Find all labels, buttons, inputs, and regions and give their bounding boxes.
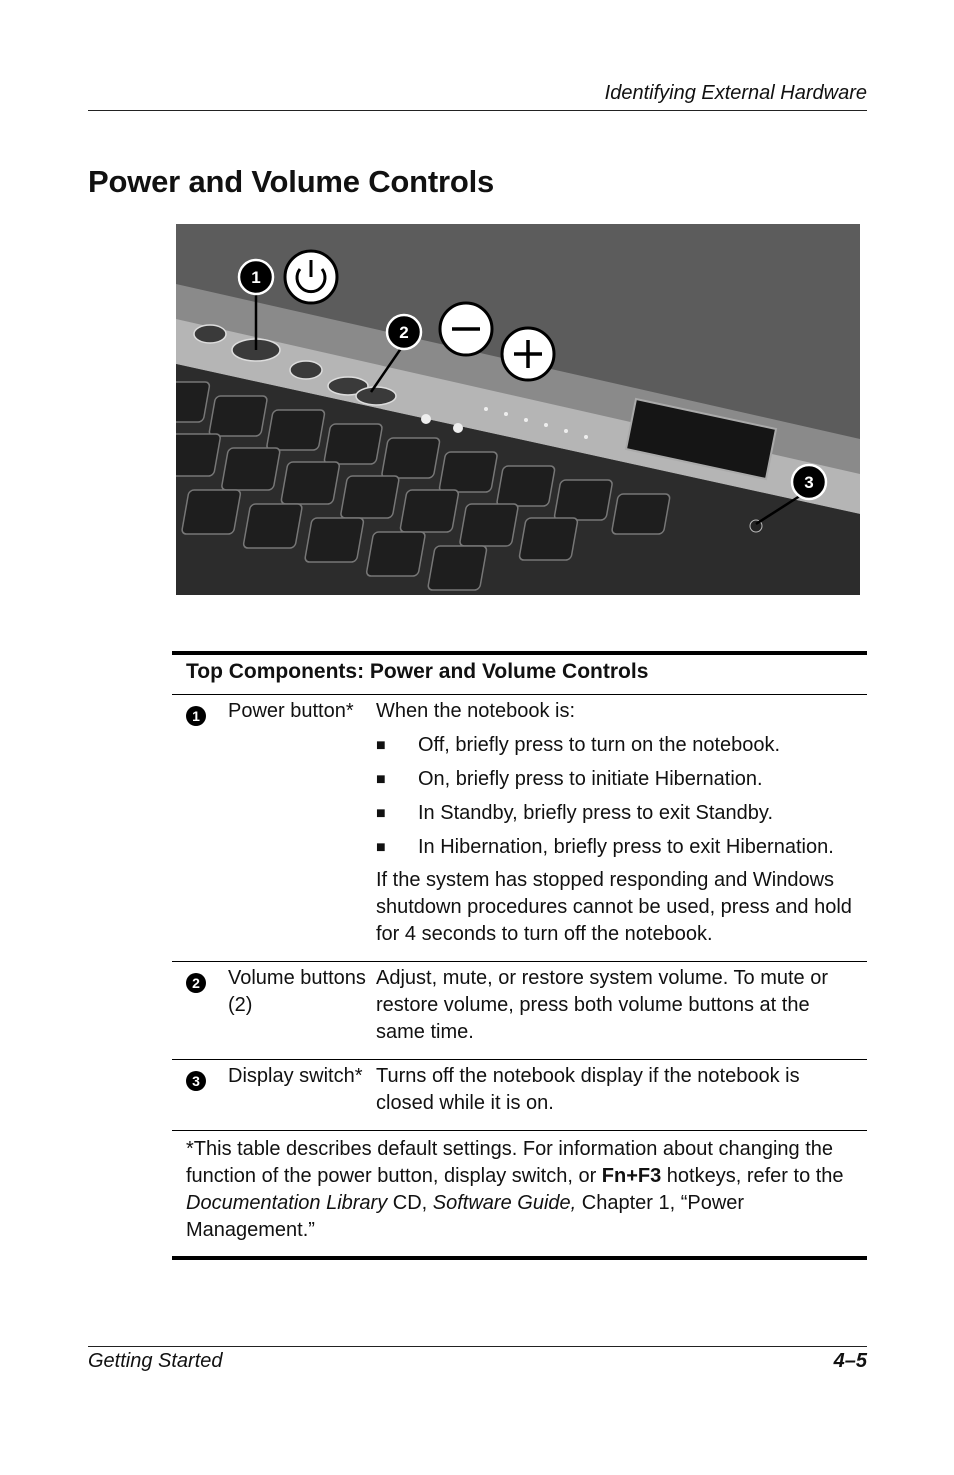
list-item: ■ In Standby, briefly press to exit Standby.: [376, 800, 856, 827]
bullet-icon: ■: [376, 737, 386, 754]
callout-2: [387, 315, 421, 349]
table-row: [172, 1060, 867, 1130]
svg-text:2: 2: [399, 323, 409, 342]
doc-library-ref: Documentation Library: [186, 1192, 388, 1214]
header-rule: [88, 110, 867, 111]
table-bottom-rule: [172, 1256, 867, 1260]
power-symbol-icon: [285, 251, 337, 303]
bullet-list: [376, 732, 856, 861]
component-note: If the system has stopped responding and Windows shutdown procedures cannot be used, press and hold for 4 seconds to turn off the notebook.: [376, 869, 852, 945]
running-header: Identifying External Hardware: [604, 82, 867, 104]
component-description: Adjust, mute, or restore system volume. To mute or restore volume, press both volume buttons at the same time.: [376, 967, 829, 1043]
bullet-icon: ■: [376, 771, 386, 788]
callout-badge: 3: [186, 1071, 206, 1091]
table-row: [172, 695, 867, 961]
component-intro: When the notebook is:: [376, 700, 576, 722]
table-title: Top Components: Power and Volume Controls: [186, 660, 649, 683]
table-footnote: *This table describes default settings. For information about changing the function of the power button, display switch, or Fn+F3 hotkeys, refer to the Documentation Library CD, Software Guide, Chapter 1, “Power Management.”: [186, 1138, 844, 1241]
bullet-icon: ■: [376, 839, 386, 856]
page-title: Power and Volume Controls: [88, 164, 495, 199]
callout-1: [239, 260, 273, 294]
list-item: ■ On, briefly press to initiate Hibernation.: [376, 766, 856, 793]
minus-icon: [440, 303, 492, 355]
component-name: Power button*: [228, 700, 354, 722]
component-description: Turns off the notebook display if the notebook is closed while it is on.: [376, 1065, 800, 1114]
component-name: Display switch*: [228, 1065, 363, 1087]
list-item: ■ Off, briefly press to turn on the notebook.: [376, 732, 856, 759]
callout-3: [792, 465, 826, 499]
footer-book-title: Getting Started: [88, 1350, 223, 1372]
software-guide-ref: Software Guide,: [432, 1192, 577, 1214]
page-number: 4–5: [833, 1350, 867, 1372]
hotkey-label: Fn+F3: [601, 1165, 662, 1187]
component-name: Volume buttons (2): [228, 967, 366, 1016]
plus-icon: [502, 328, 554, 380]
svg-text:1: 1: [251, 268, 261, 287]
callout-badge: 1: [186, 706, 206, 726]
components-table: [172, 651, 867, 1260]
bullet-icon: ■: [376, 805, 386, 822]
keyboard-photo: [176, 224, 860, 595]
svg-text:3: 3: [804, 473, 814, 492]
list-item: ■ In Hibernation, briefly press to exit Hibernation.: [376, 834, 856, 861]
callout-badge: 2: [186, 973, 206, 993]
footer-rule: [88, 1346, 867, 1347]
table-row: [172, 962, 867, 1059]
